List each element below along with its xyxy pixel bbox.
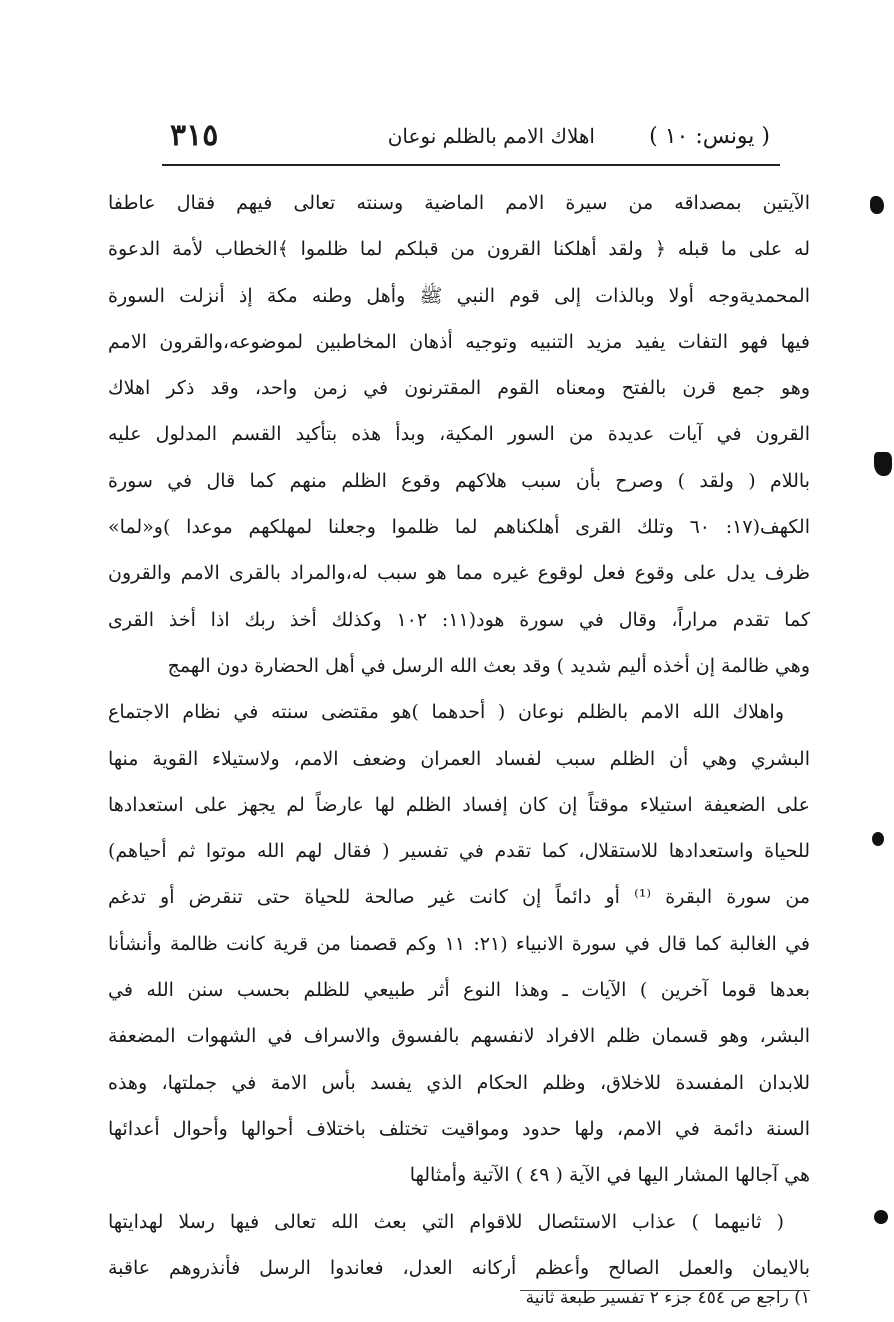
surah-reference: ( يونس: ١٠ ) xyxy=(649,124,770,149)
page-header xyxy=(170,118,770,158)
text-line: البشر، وهو قسمان ظلم الافراد لانفسهم بالفسوق والاسراف في الشهوات المضعفة xyxy=(108,1025,810,1048)
body-text xyxy=(108,180,810,1291)
paragraph-start-line: ( ثانيهما ) عذاب الاستئصال للاقوام التي بعث الله تعالى فيها رسلا لهدايتها xyxy=(108,1210,784,1233)
text-line: في الغالبة كما قال في سورة الانبياء (٢١: ١١ وكم قصمنا من قرية كانت ظالمة وأنشأنا xyxy=(108,932,810,955)
text-line: للابدان المفسدة للاخلاق، وظلم الحكام الذي يفسد بأس الامة في جملتها، وهذه xyxy=(108,1071,810,1094)
running-title: اهلاك الامم بالظلم نوعان xyxy=(387,124,595,148)
ink-spot xyxy=(874,452,892,476)
footnote: ١) راجع ص ٤٥٤ جزء ٢ تفسير طبعة ثانية xyxy=(525,1288,810,1308)
text-line: وهو جمع قرن بالفتح ومعناه القوم المقترنون في زمن واحد، وقد ذكر اهلاك xyxy=(108,377,810,400)
text-line: وهي ظالمة إن أخذه أليم شديد ) وقد بعث الله الرسل في أهل الحضارة دون الهمج xyxy=(167,654,810,677)
text-line: من سورة البقرة ⁽¹⁾ أو دائماً إن كانت غير صالحة للحياة حتى تنقرض أو تدغم xyxy=(108,886,810,909)
text-line: القرون في آيات عديدة من السور المكية، وبدأ هذه بتأكيد القسم المدلول عليه xyxy=(108,423,810,446)
text-line: ظرف يدل على وقوع فعل لوقوع غيره مما هو سبب له،والمراد بالقرى الامم والقرون xyxy=(108,562,810,585)
text-line: بعدها قوما آخرين ) الآيات ـ وهذا النوع أثر طبيعي للظلم بحسب سنن الله في xyxy=(108,979,810,1002)
page-number: ٣١٥ xyxy=(170,118,219,153)
text-line: هي آجالها المشار اليها في الآية ( ٤٩ ) الآتية وأمثالها xyxy=(409,1164,810,1187)
ink-spot xyxy=(872,832,884,846)
ink-spot xyxy=(870,196,884,214)
header-rule xyxy=(162,164,780,166)
text-line: على الضعيفة استيلاء موقتاً إن كان إفساد الظلم لها عارضاً لم يجهز على استعدادها xyxy=(108,793,810,816)
text-line: بالايمان والعمل الصالح وأعظم أركانه العدل، فعاندوا الرسل فأنذروهم عاقبة xyxy=(108,1256,810,1279)
ink-spot xyxy=(874,1210,888,1224)
text-line: كما تقدم مراراً، وقال في سورة هود(١١: ١٠٢ وكذلك أخذ ربك اذا أخذ القرى xyxy=(108,608,810,631)
text-line: المحمديةوجه أولا وبالذات إلى قوم النبي ﷺ وأهل وطنه مكة إذ أنزلت السورة xyxy=(108,284,810,307)
text-line: فيها فهو التفات يفيد مزيد التنبيه وتوجيه أذهان المخاطبين لموضوعه،والقرون الامم xyxy=(108,330,810,353)
text-line: له على ما قبله ﴿ ولقد أهلكنا القرون من قبلكم لما ظلموا ﴾الخطاب لأمة الدعوة xyxy=(108,238,810,261)
text-line: البشري وهي أن الظلم سبب لفساد العمران وضعف الامم، ولاستيلاء القوية منها xyxy=(108,747,810,770)
text-line: باللام ( ولقد ) وصرح بأن سبب هلاكهم وقوع الظلم منهم كما قال في سورة xyxy=(108,469,810,492)
text-line: الآيتين بمصداقه من سيرة الامم الماضية وسنته تعالى فيهم فقال عاطفا xyxy=(108,192,810,214)
text-line: الكهف(١٧: ٦٠ وتلك القرى أهلكناهم لما ظلموا وجعلنا لمهلكهم موعدا )و«لما» xyxy=(108,516,810,539)
text-line: للحياة واستعدادها للاستقلال، كما تقدم في تفسير ( فقال لهم الله موتوا ثم أحياهم) xyxy=(108,840,810,863)
text-line: السنة دائمة في الامم، ولها حدود ومواقيت تختلف باختلاف أحوالها وأحوال أعدائها xyxy=(108,1117,810,1140)
paragraph-start-line: واهلاك الله الامم بالظلم نوعان ( أحدهما )هو مقتضى سنته في نظام الاجتماع xyxy=(108,701,784,724)
